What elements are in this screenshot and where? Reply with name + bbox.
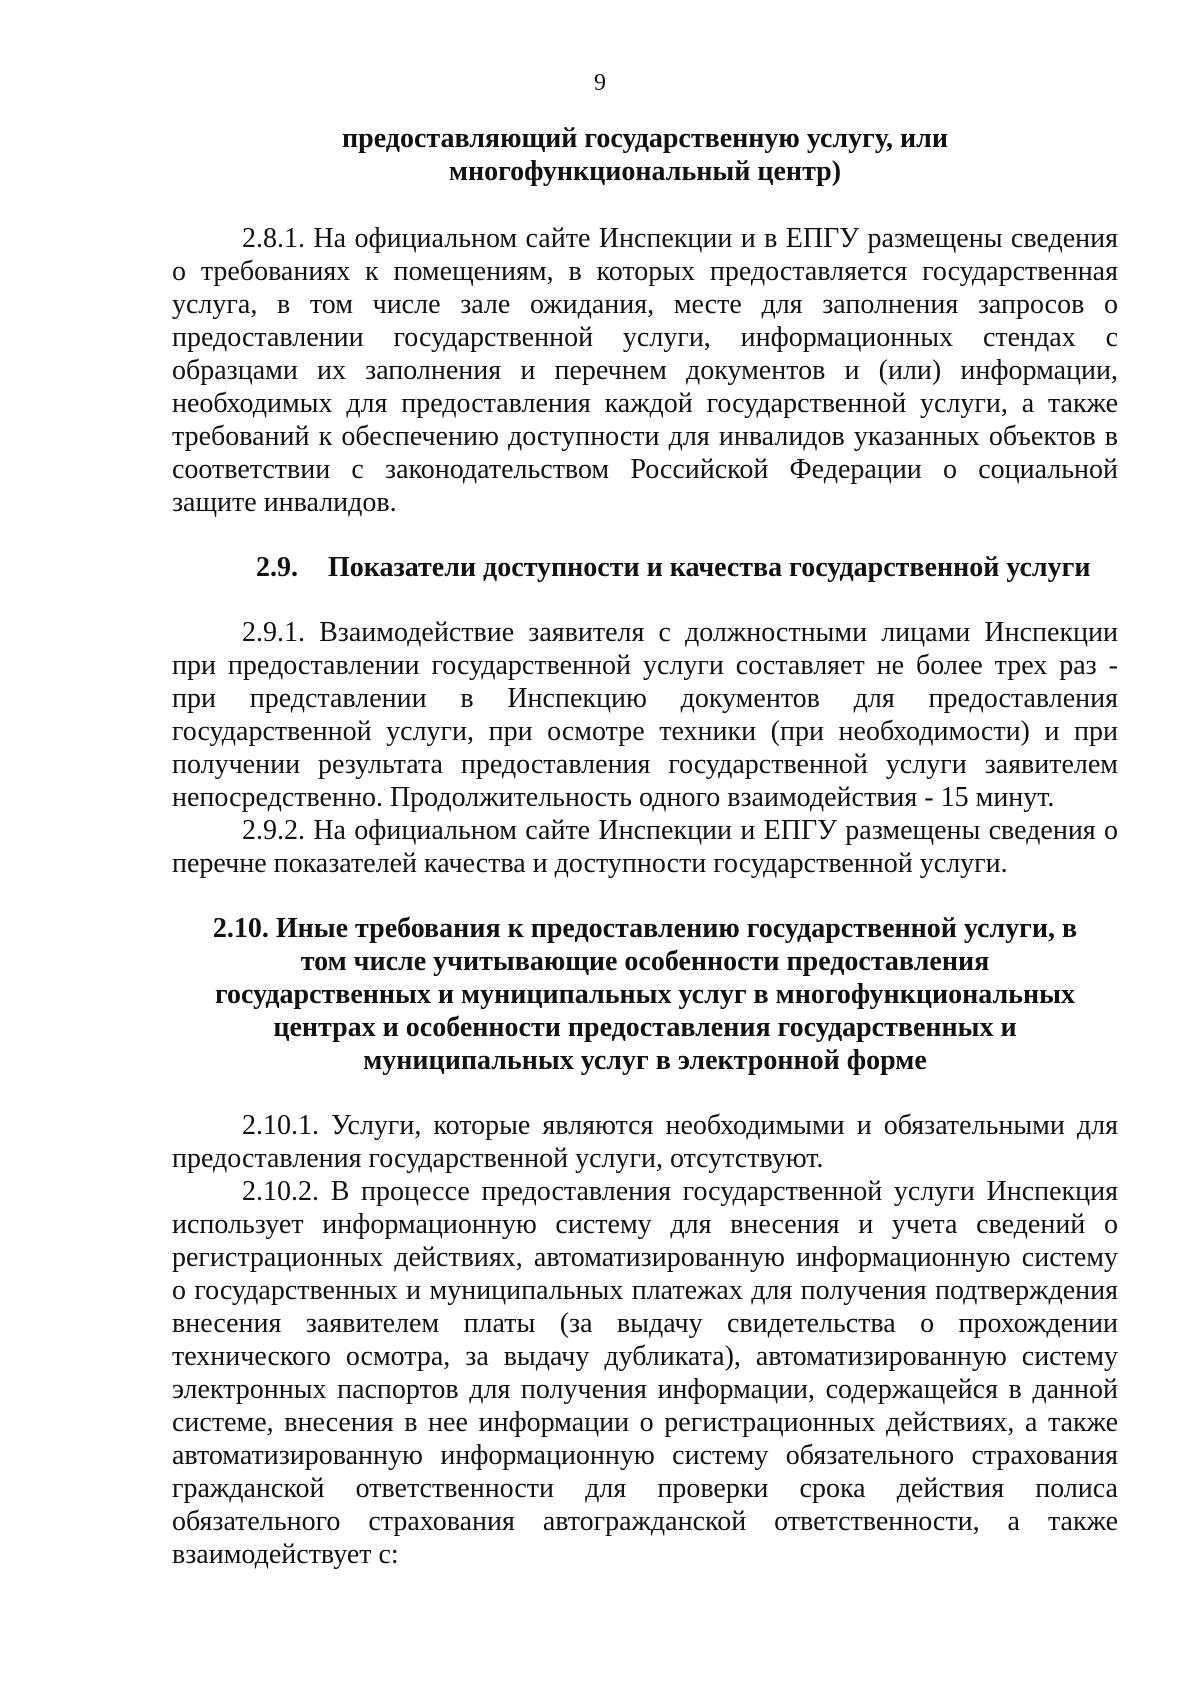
spacer [172, 188, 1118, 222]
section-number: 2.10 [212, 913, 262, 944]
section-number: 2.9. [256, 552, 298, 583]
spacer [172, 1077, 1118, 1109]
section-heading-2-10 [172, 912, 1118, 1077]
section-title: . Иные требования к предоставлению государственной услуги, в том числе учитывающие особенности предоставления государственных и муниципальных услуг в многофункциональных центрах и особенности предоставления государственных и муниципальных услуг в электронной форме [215, 913, 1078, 1076]
paragraph-2-9-1: 2.9.1. Взаимодействие заявителя с должностными лицами Инспекции при предоставлении государственной услуги составляет не более трех раз - при представлении в Инспекцию документов для предоставления государственной услуги, при осмотре техники (при необходимости) и при получении результата предоставления государственной услуги заявителем непосредственно. Продолжительность одного взаимодействия - 15 минут. [172, 617, 1118, 813]
continued-heading: предоставляющий государственную услугу, или многофункциональный центр) [342, 123, 948, 187]
spacer [172, 880, 1118, 912]
paragraph-2-10-2: 2.10.2. В процессе предоставления государственной услуги Инспекция использует информационную систему для внесения и учета сведений о регистрационных действиях, автоматизированную информационную систему о государственных и муниципальных платежах для получения подтверждения внесения заявителем платы (за выдачу свидетельства о прохождении технического осмотра, за выдачу дубликата), автоматизированную систему электронных паспортов для получения информации, содержащейся в данной системе, внесения в нее информации о регистрационных действиях, а также автоматизированную информационную систему обязательного страхования гражданской ответственности для проверки срока действия полиса обязательного страхования автогражданской ответственности, а также взаимодействует с: [172, 1176, 1118, 1570]
spacer [172, 519, 1118, 551]
paragraph-2-8-1: 2.8.1. На официальном сайте Инспекции и в ЕПГУ размещены сведения о требованиях к помещениям, в которых предоставляется государственная услуга, в том числе зале ожидания, месте для заполнения запросов о предоставлении государственной услуги, информационных стендах с образцами их заполнения и перечнем документов и (или) информации, необходимых для предоставления каждой государственной услуги, а также требований к обеспечению доступности для инвалидов указанных объектов в соответствии с законодательством Российской Федерации о социальной защите инвалидов. [172, 223, 1118, 518]
paragraph-2-9-2: 2.9.2. На официальном сайте Инспекции и ЕПГУ размещены сведения о перечне показателей качества и доступности государственной услуги. [172, 815, 1118, 879]
page-content [172, 122, 1118, 1571]
paragraph-2-10-1: 2.10.1. Услуги, которые являются необходимыми и обязательными для предоставления государственной услуги, отсутствуют. [172, 1110, 1118, 1174]
spacer [172, 584, 1118, 616]
page-number: 9 [594, 70, 606, 96]
section-heading-2-9 [172, 551, 1118, 584]
section-title: Показатели доступности и качества государственной услуги [328, 552, 1091, 583]
